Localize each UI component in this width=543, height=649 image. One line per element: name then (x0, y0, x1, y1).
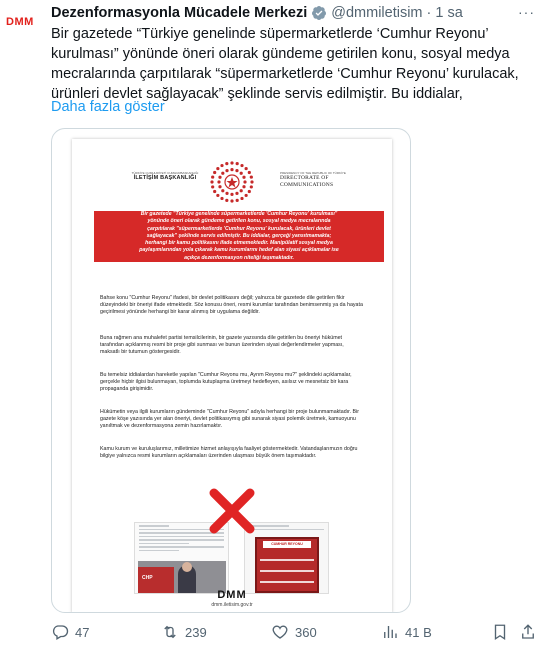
emblem-star (216, 167, 219, 170)
like-count: 360 (295, 624, 317, 640)
retweet-icon (161, 623, 179, 641)
emblem-star (248, 171, 251, 174)
document-paragraph: Hükümetin veya ilgili kurumların gündeminde "Cumhur Reyonu" adıyla herhangi bir proje bulunmamaktadır. Bir gazete köşe yazısında yer alan öneriyi, devlet politikasıymış gibi sunarak siyasi polemik üretmek, kamuoyunu yanıltmak ve dezenformasyona zemin hazırlamaktır. (100, 409, 360, 429)
emblem-star (211, 175, 214, 178)
emblem-star (250, 180, 253, 183)
shelf (260, 559, 314, 561)
tweet-actions (51, 622, 536, 642)
emblem-star (213, 171, 216, 174)
emblem-star (230, 161, 233, 164)
party-logo-text: CHP (142, 575, 153, 581)
more-options-icon[interactable]: ··· (518, 4, 535, 20)
verified-badge-icon[interactable] (311, 5, 327, 21)
emblem-star (240, 197, 243, 200)
emblem-star (248, 190, 251, 193)
logo-right-small-text: PRESIDENCY OF THE REPUBLIC OF TÜRKİYE (280, 171, 346, 175)
emblem-star (242, 185, 245, 188)
document-paragraph: Bahse konu "Cumhur Reyonu" ifadesi, bir devlet politikasını değil; yalnızca bir gazetede dile getirilen fikir düzeyindeki bir öneriyi ifade etmektedir. Söz konusu öneri, resmi kurumlar tarafından benimsenmiş ya da hayata geçirilmesi yönünde herhangi bir karar alınmış bir uygulama değildir. (100, 295, 363, 315)
highlighted-statement (94, 211, 384, 287)
emblem-star (230, 193, 233, 196)
shelf (260, 581, 314, 583)
logo-right-title-1: DIRECTORATE OF (280, 175, 329, 181)
emblem-star (235, 169, 238, 172)
emblem-star (245, 194, 248, 197)
emblem-star (236, 162, 239, 165)
share-icon (519, 623, 537, 641)
logo-left-small-text: TÜRKİYE CUMHURİYETİ CUMHURBAŞKANLIĞI (131, 171, 199, 175)
separator-dot: · (426, 5, 432, 21)
emblem-star (225, 199, 228, 202)
emblem-star (235, 192, 238, 195)
emblem-star (240, 189, 243, 192)
emblem-star (216, 194, 219, 197)
statement-line: paylaşımlarından yola çıkarak kamu kurumlarını hedef alan siyasi açıklamalar ise (94, 247, 384, 254)
emblem-star (225, 192, 228, 195)
dmm-footer-logo (72, 589, 392, 608)
document-paragraph: Buna rağmen ana muhalefet partisi temsilcilerinin, bir gazete yazısında dile getirilen bu öneriyi hükümet tarafından açıklanmış resmi bir proje gibi sunması ve bunun üzerinden siyasi değerlendirmeler yapması, maksatlı bir tutumun göstergesidir. (100, 335, 344, 355)
statement-line: herhangi bir kamu politikasını ifade etmemektedir. Manipülatif sosyal medya (94, 240, 384, 247)
dmm-mark: DMM (217, 589, 247, 601)
retweet-button[interactable] (161, 622, 207, 642)
statement-line: Bir gazetede "Türkiye genelinde süpermarketlerde 'Cumhur Reyonu' kurulması" (94, 211, 384, 218)
emblem-star (230, 168, 233, 171)
emblem-star (210, 180, 213, 183)
statement-line: açıkça dezenformasyon niteliği taşımaktadır. (94, 255, 384, 262)
emblem-star (213, 190, 216, 193)
display-name[interactable]: Dezenformasyonla Mücadele Merkezi (51, 5, 308, 21)
tweet-header (51, 3, 536, 23)
views-button[interactable] (381, 622, 432, 642)
emblem-star (242, 176, 245, 179)
heart-icon (271, 623, 289, 641)
tweet-text: Bir gazetede “Türkiye genelinde süpermarketlerde ‘Cumhur Reyonu’ kurulması” yönünde öneri olarak gündeme getirilen konu, sosyal medya mecralarında çarpıtılarak “süpermarketlerde ‘Cumhur Reyonu’ kurulacak, ürünleri devlet sağlayacak” şeklinde servis edilmiştir. Bu iddialar, (51, 26, 519, 102)
iletisim-logo-right (280, 171, 370, 188)
emblem-star (240, 172, 243, 175)
dmm-site: dmm.iletisim.gov.tr (211, 602, 253, 608)
logo-left-title: İLETİŞİM BAŞKANLIĞI (133, 175, 197, 181)
bookmark-icon (491, 623, 509, 641)
document-paragraph: Bu temelsiz iddialardan hareketle yapılan "Cumhur Reyonu mu, Ayrım Reyonu mu?" şeklindeki açıklamalar, gerçekle hiçbir ilgisi bulunmayan, toplumda kutuplaşma üretmeyi hedefleyen, asılsız ve mesnetsiz bir kara propaganda girişimidir. (100, 372, 352, 392)
emblem-star (220, 164, 223, 167)
emblem-star (221, 172, 224, 175)
logo-right-title-2: COMMUNICATIONS (280, 181, 334, 188)
emblem-star (218, 185, 221, 188)
emblem-star (225, 162, 228, 165)
timestamp[interactable]: 1 sa (435, 5, 463, 21)
statement-line: çarpıtılarak "süpermarketlerde 'Cumhur Reyonu' kurulacak, ürünleri devlet (94, 226, 384, 233)
emblem-star (230, 199, 233, 202)
announcement-document (72, 139, 392, 613)
emblem-star (225, 169, 228, 172)
emblem-star (221, 189, 224, 192)
like-button[interactable] (271, 622, 317, 642)
presidency-emblem-icon (197, 153, 267, 209)
emblem-star (240, 164, 243, 167)
tweet-media-image[interactable] (51, 128, 411, 613)
false-claim-cross-icon (202, 481, 262, 541)
speaker-face (182, 562, 192, 572)
emblem-star (243, 180, 246, 183)
cabinet-sign: CUMHUR REYONU (263, 541, 311, 548)
emblem-star (250, 185, 253, 188)
avatar[interactable] (6, 12, 42, 26)
statement-line: sağlayacak" şeklinde servis edilmiştir. Bu iddialar, gerçeği yansıtmamakta; (94, 233, 384, 240)
retweet-count: 239 (185, 624, 207, 640)
emblem-star (250, 175, 253, 178)
emblem-star (236, 199, 239, 202)
reply-button[interactable] (51, 622, 89, 642)
emblem-star (218, 176, 221, 179)
views-chart-icon (381, 623, 399, 641)
document-paragraph: Kamu kurum ve kuruluşlarımız, milletimize hizmet anlayışıyla faaliyet göstermektedir. Vatandaşlarımızın doğru bilgiye yalnızca resmi kurumların açıklamaları üzerinden ulaşması büyük önem taşımaktadır. (100, 446, 358, 459)
share-button[interactable] (519, 622, 543, 642)
show-more-link[interactable]: Daha fazla göster (51, 99, 165, 115)
emblem-star (217, 180, 220, 183)
emblem-star (245, 167, 248, 170)
emblem-star (211, 185, 214, 188)
bookmark-button[interactable] (491, 622, 515, 642)
reply-icon (51, 623, 69, 641)
reply-count: 47 (75, 624, 90, 640)
shelf-cabinet-image (255, 537, 319, 593)
avatar-logo: DMM (6, 16, 34, 28)
handle[interactable]: @dmmiletisim (331, 5, 423, 21)
views-count: 41 B (405, 624, 432, 640)
shelf (260, 570, 314, 572)
emblem-star (220, 197, 223, 200)
statement-line: yönünde öneri olarak gündeme getirilen konu, sosyal medya mecralarında (94, 218, 384, 225)
